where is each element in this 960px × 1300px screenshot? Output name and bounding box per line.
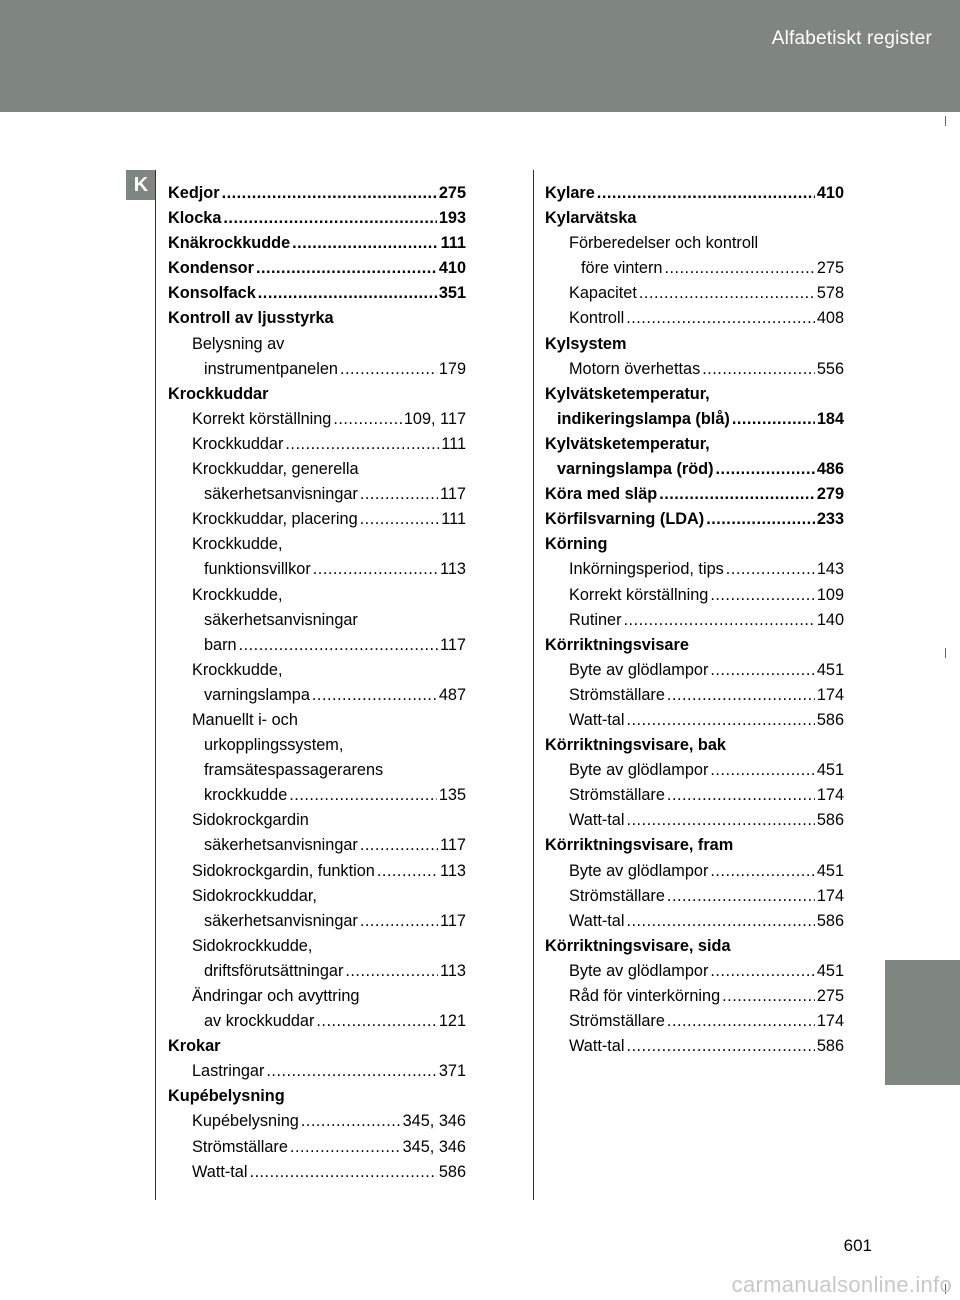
index-entry-page: 111 bbox=[440, 234, 466, 253]
index-entry-term: Korrekt körställning bbox=[192, 409, 332, 428]
index-entry-page: 279 bbox=[816, 485, 844, 504]
index-entry bbox=[545, 708, 844, 733]
dot-leader bbox=[377, 859, 438, 884]
index-entry bbox=[168, 934, 466, 959]
dot-leader bbox=[360, 909, 438, 934]
index-entry-page: 586 bbox=[816, 710, 844, 729]
index-entry bbox=[168, 231, 466, 256]
index-entry-term: Kupébelysning bbox=[168, 1087, 285, 1106]
index-entry bbox=[545, 808, 844, 833]
dot-leader bbox=[667, 884, 815, 909]
index-entry bbox=[168, 633, 466, 658]
index-entry-term: Körriktningsvisare, fram bbox=[545, 836, 734, 855]
index-entry-term: Krokar bbox=[168, 1037, 221, 1056]
dot-leader bbox=[706, 507, 815, 532]
index-entry-term: Råd för vinterkörning bbox=[569, 987, 721, 1005]
index-entry-page: 275 bbox=[816, 987, 844, 1005]
index-entry-term: Belysning av bbox=[192, 334, 285, 353]
side-thumb-tab bbox=[885, 960, 960, 1085]
index-entry bbox=[545, 1009, 844, 1034]
index-entry bbox=[168, 1034, 466, 1059]
index-entry bbox=[545, 683, 844, 708]
index-entry bbox=[168, 583, 466, 608]
index-entry-term: Kylare bbox=[545, 184, 595, 202]
index-entry-term: Watt-tal bbox=[569, 710, 625, 729]
index-entry-term: Motorn överhettas bbox=[569, 359, 701, 378]
index-entry bbox=[168, 482, 466, 507]
index-entry bbox=[545, 507, 844, 532]
dot-leader bbox=[239, 633, 438, 658]
index-entry bbox=[545, 357, 844, 382]
index-entry bbox=[168, 959, 466, 984]
index-entry-page: 184 bbox=[816, 409, 844, 428]
index-entry bbox=[168, 357, 466, 382]
index-entry-term: Kupébelysning bbox=[192, 1112, 299, 1131]
index-entry-term: barn bbox=[204, 635, 237, 654]
index-entry-term: instrumentpanelen bbox=[204, 359, 338, 378]
index-entry bbox=[168, 1009, 466, 1034]
index-entry-page: 174 bbox=[816, 886, 844, 905]
watermark: carmanualsonline.info bbox=[731, 1272, 952, 1297]
index-entry bbox=[168, 1135, 466, 1160]
index-entry-page: 135 bbox=[438, 786, 466, 805]
index-entry-page: 143 bbox=[816, 560, 844, 579]
index-entry-term: Kontroll av ljusstyrka bbox=[168, 309, 334, 328]
index-entry-page: 275 bbox=[438, 184, 466, 202]
index-entry bbox=[168, 432, 466, 457]
index-entry-term: Kylsystem bbox=[545, 334, 627, 353]
dot-leader bbox=[702, 357, 815, 382]
index-entry-page: 113 bbox=[440, 560, 466, 579]
dot-leader bbox=[285, 432, 439, 457]
index-entry-term: Kylvätsketemperatur, bbox=[545, 384, 710, 403]
index-entry bbox=[545, 432, 844, 457]
dot-leader bbox=[301, 1109, 401, 1134]
dot-leader bbox=[333, 407, 401, 432]
index-entry-term: Konsolfack bbox=[168, 284, 256, 303]
index-entry bbox=[545, 583, 844, 608]
index-entry-term: Sidokrockkudde, bbox=[192, 936, 313, 955]
index-entry bbox=[545, 256, 844, 281]
dot-leader bbox=[664, 256, 814, 281]
index-entry-term: driftsförutsättningar bbox=[204, 961, 344, 980]
index-entry-term: Sidokrockgardin bbox=[192, 811, 309, 830]
index-entry-page: 371 bbox=[438, 1062, 466, 1081]
index-entry-page: 345, 346 bbox=[402, 1112, 466, 1131]
index-entry-term: Inkörningsperiod, tips bbox=[569, 560, 724, 579]
index-entry-page: 179 bbox=[438, 359, 466, 378]
index-entry-term: Knäkrockkudde bbox=[168, 234, 291, 253]
dot-leader bbox=[292, 231, 438, 256]
index-entry-page: 121 bbox=[438, 1012, 466, 1031]
dot-leader bbox=[626, 1034, 814, 1059]
index-entry-page: 117 bbox=[440, 635, 466, 654]
index-entry bbox=[545, 557, 844, 582]
index-entry bbox=[545, 1034, 844, 1059]
index-entry bbox=[545, 181, 844, 206]
index-entry bbox=[168, 859, 466, 884]
index-entry bbox=[168, 708, 466, 733]
index-entry-term: Strömställare bbox=[569, 886, 665, 905]
index-entry-term: Krockkuddar bbox=[168, 384, 269, 403]
index-entry bbox=[168, 532, 466, 557]
dot-leader bbox=[716, 457, 815, 482]
index-entry bbox=[168, 683, 466, 708]
crop-mark bbox=[945, 116, 946, 126]
index-entry bbox=[168, 457, 466, 482]
index-entry-page: 109 bbox=[816, 585, 844, 604]
index-entry-term: varningslampa bbox=[204, 685, 310, 704]
index-entry-term: Kylvätsketemperatur, bbox=[545, 434, 710, 453]
dot-leader bbox=[340, 357, 437, 382]
column-divider-left bbox=[155, 170, 156, 1200]
index-entry-page: 408 bbox=[816, 309, 844, 328]
index-entry bbox=[545, 833, 844, 858]
dot-leader bbox=[667, 783, 815, 808]
index-entry-term: krockkudde bbox=[204, 786, 288, 805]
index-entry bbox=[545, 783, 844, 808]
index-entry bbox=[545, 532, 844, 557]
dot-leader bbox=[624, 608, 815, 633]
index-entry bbox=[545, 859, 844, 884]
index-entry-term: Krockkudde, bbox=[192, 585, 283, 604]
index-entry bbox=[545, 633, 844, 658]
dot-leader bbox=[360, 482, 438, 507]
column-divider-middle bbox=[533, 170, 534, 1200]
dot-leader bbox=[313, 557, 438, 582]
dot-leader bbox=[639, 281, 815, 306]
index-entry bbox=[168, 407, 466, 432]
index-entry-term: Körriktningsvisare bbox=[545, 635, 689, 654]
index-entry-term: Watt-tal bbox=[569, 911, 625, 930]
index-entry bbox=[545, 206, 844, 231]
dot-leader bbox=[289, 783, 437, 808]
index-entry-page: 451 bbox=[816, 761, 844, 780]
crop-mark bbox=[945, 648, 946, 658]
index-entry-page: 451 bbox=[816, 861, 844, 880]
index-entry-term: Manuellt i- och bbox=[192, 710, 298, 729]
index-entry-page: 586 bbox=[816, 811, 844, 830]
index-entry-term: Krockkuddar bbox=[192, 434, 284, 453]
index-entry bbox=[168, 332, 466, 357]
index-entry-page: 117 bbox=[440, 485, 466, 504]
dot-leader bbox=[249, 1160, 436, 1185]
index-entry-term: Kedjor bbox=[168, 184, 220, 202]
index-entry-term: Strömställare bbox=[569, 685, 665, 704]
dot-leader bbox=[258, 281, 437, 306]
index-entry bbox=[168, 206, 466, 231]
index-entry bbox=[545, 884, 844, 909]
page-number: 601 bbox=[843, 1236, 872, 1255]
index-entry-term: Strömställare bbox=[569, 1012, 665, 1031]
dot-leader bbox=[266, 1059, 436, 1084]
index-entry-term: Krockkuddar, generella bbox=[192, 460, 359, 479]
index-entry-term: Ändringar och avyttring bbox=[192, 987, 360, 1005]
index-entry-page: 275 bbox=[816, 259, 844, 278]
index-entry-term: framsätespassagerarens bbox=[204, 761, 384, 780]
dot-leader bbox=[626, 306, 815, 331]
index-entry bbox=[168, 884, 466, 909]
index-entry bbox=[168, 1109, 466, 1134]
index-entry-term: säkerhetsanvisningar bbox=[204, 485, 358, 504]
dot-leader bbox=[597, 181, 815, 206]
index-entry-term: Kapacitet bbox=[569, 284, 637, 303]
index-entry-term: Körning bbox=[545, 535, 608, 554]
index-entry-term: Körriktningsvisare, sida bbox=[545, 936, 731, 955]
index-entry-term: Sidokrockkuddar, bbox=[192, 886, 317, 905]
index-entry-page: 345, 346 bbox=[402, 1137, 466, 1156]
index-entry bbox=[545, 959, 844, 984]
index-entry-term: Krockkuddar, placering bbox=[192, 510, 358, 529]
index-entry-term: Förberedelser och kontroll bbox=[569, 234, 759, 253]
index-entry-term: av krockkuddar bbox=[204, 1012, 315, 1031]
index-entry-term: Kylarvätska bbox=[545, 209, 637, 228]
index-entry-term: Byte av glödlampor bbox=[569, 861, 709, 880]
dot-leader bbox=[710, 758, 814, 783]
index-entry bbox=[545, 407, 844, 432]
index-entry-term: Körriktningsvisare, bak bbox=[545, 736, 726, 755]
dot-leader bbox=[667, 683, 815, 708]
index-entry bbox=[168, 382, 466, 407]
index-entry bbox=[545, 758, 844, 783]
index-entry bbox=[545, 482, 844, 507]
index-entry bbox=[168, 984, 466, 1009]
index-entry-term: varningslampa (röd) bbox=[557, 460, 714, 479]
dot-leader bbox=[732, 407, 815, 432]
dot-leader bbox=[345, 959, 438, 984]
index-entry-term: Körfilsvarning (LDA) bbox=[545, 510, 705, 529]
index-entry-term: Lastringar bbox=[192, 1062, 265, 1081]
index-entry-term: Rutiner bbox=[569, 610, 622, 629]
index-entry-term: Köra med släp bbox=[545, 485, 658, 504]
index-entry bbox=[168, 733, 466, 758]
index-entry bbox=[545, 281, 844, 306]
index-entry-page: 233 bbox=[816, 510, 844, 529]
index-entry-term: Sidokrockgardin, funktion bbox=[192, 861, 375, 880]
dot-leader bbox=[710, 583, 814, 608]
index-entry-term: före vintern bbox=[581, 259, 663, 278]
dot-leader bbox=[360, 833, 438, 858]
index-entry-page: 113 bbox=[440, 861, 466, 880]
dot-leader bbox=[710, 859, 814, 884]
index-entry bbox=[545, 984, 844, 1009]
index-entry bbox=[168, 808, 466, 833]
index-entry-page: 111 bbox=[441, 434, 466, 453]
dot-leader bbox=[626, 909, 814, 934]
index-entry-page: 117 bbox=[440, 836, 466, 855]
index-entry-page: 174 bbox=[816, 685, 844, 704]
index-entry-page: 487 bbox=[438, 685, 466, 704]
index-entry-term: Kondensor bbox=[168, 259, 254, 278]
index-entry-term: Krockkudde, bbox=[192, 535, 283, 554]
index-entry bbox=[545, 306, 844, 331]
index-entry-term: Kontroll bbox=[569, 309, 625, 328]
index-entry-page: 586 bbox=[816, 1037, 844, 1056]
index-entry bbox=[545, 909, 844, 934]
dot-leader bbox=[360, 507, 440, 532]
index-entry-page: 174 bbox=[816, 1012, 844, 1031]
dot-leader bbox=[710, 959, 814, 984]
dot-leader bbox=[710, 658, 814, 683]
dot-leader bbox=[626, 708, 814, 733]
dot-leader bbox=[312, 683, 437, 708]
index-entry-page: 174 bbox=[816, 786, 844, 805]
index-entry-term: säkerhetsanvisningar bbox=[204, 610, 358, 629]
index-entry-page: 451 bbox=[816, 961, 844, 980]
index-entry bbox=[168, 507, 466, 532]
index-entry bbox=[168, 608, 466, 633]
index-entry bbox=[168, 256, 466, 281]
index-entry-page: 117 bbox=[440, 911, 466, 930]
index-entry-page: 410 bbox=[816, 184, 844, 202]
index-entry-term: Watt-tal bbox=[569, 1037, 625, 1056]
index-entry bbox=[545, 332, 844, 357]
dot-leader bbox=[290, 1135, 401, 1160]
index-entry bbox=[545, 658, 844, 683]
index-entry bbox=[168, 181, 466, 206]
index-entry-page: 140 bbox=[816, 610, 844, 629]
index-entry-page: 578 bbox=[816, 284, 844, 303]
index-entry bbox=[168, 306, 466, 331]
index-entry-term: funktionsvillkor bbox=[204, 560, 311, 579]
index-entry bbox=[545, 231, 844, 256]
index-entry-page: 586 bbox=[438, 1162, 466, 1181]
index-entry-term: urkopplingssystem, bbox=[204, 736, 344, 755]
index-entry-page: 113 bbox=[440, 961, 466, 980]
index-entry-page: 586 bbox=[816, 911, 844, 930]
dot-leader bbox=[659, 482, 815, 507]
index-entry-term: Krockkudde, bbox=[192, 660, 283, 679]
index-entry-term: säkerhetsanvisningar bbox=[204, 836, 358, 855]
index-entry-term: Klocka bbox=[168, 209, 222, 228]
index-entry bbox=[545, 733, 844, 758]
index-entry bbox=[545, 457, 844, 482]
index-entry-term: indikeringslampa (blå) bbox=[557, 409, 730, 428]
index-entry-term: Byte av glödlampor bbox=[569, 961, 709, 980]
section-letter-tab: K bbox=[126, 170, 156, 200]
dot-leader bbox=[316, 1009, 436, 1034]
index-entry-term: Watt-tal bbox=[192, 1162, 248, 1181]
index-entry bbox=[545, 608, 844, 633]
index-entry bbox=[168, 281, 466, 306]
index-entry-page: 451 bbox=[816, 660, 844, 679]
dot-leader bbox=[256, 256, 437, 281]
index-entry-page: 556 bbox=[816, 359, 844, 378]
index-entry-term: säkerhetsanvisningar bbox=[204, 911, 358, 930]
dot-leader bbox=[222, 181, 437, 206]
index-entry-term: Strömställare bbox=[569, 786, 665, 805]
index-entry bbox=[168, 1084, 466, 1109]
index-entry bbox=[168, 1160, 466, 1185]
index-entry bbox=[168, 833, 466, 858]
index-entry bbox=[168, 909, 466, 934]
dot-leader bbox=[722, 984, 815, 1009]
index-entry-page: 193 bbox=[438, 209, 466, 228]
index-entry-term: Byte av glödlampor bbox=[569, 660, 709, 679]
index-entry-page: 486 bbox=[816, 460, 844, 479]
index-entry-page: 111 bbox=[441, 510, 466, 529]
dot-leader bbox=[626, 808, 814, 833]
dot-leader bbox=[667, 1009, 815, 1034]
index-entry bbox=[545, 934, 844, 959]
index-entry-page: 109, 117 bbox=[403, 409, 466, 428]
page-header bbox=[0, 0, 960, 112]
index-column-right bbox=[545, 181, 844, 1059]
index-entry bbox=[168, 557, 466, 582]
index-column-left bbox=[168, 181, 466, 1185]
index-entry-term: Korrekt körställning bbox=[569, 585, 709, 604]
index-entry-page: 351 bbox=[438, 284, 466, 303]
index-entry bbox=[168, 658, 466, 683]
index-entry bbox=[168, 1059, 466, 1084]
dot-leader bbox=[223, 206, 436, 231]
index-entry-page: 410 bbox=[438, 259, 466, 278]
index-entry bbox=[168, 783, 466, 808]
index-entry-term: Byte av glödlampor bbox=[569, 761, 709, 780]
index-entry-term: Strömställare bbox=[192, 1137, 288, 1156]
index-entry bbox=[168, 758, 466, 783]
index-entry-term: Watt-tal bbox=[569, 811, 625, 830]
index-entry bbox=[545, 382, 844, 407]
dot-leader bbox=[726, 557, 815, 582]
header-title: Alfabetiskt register bbox=[771, 28, 932, 49]
